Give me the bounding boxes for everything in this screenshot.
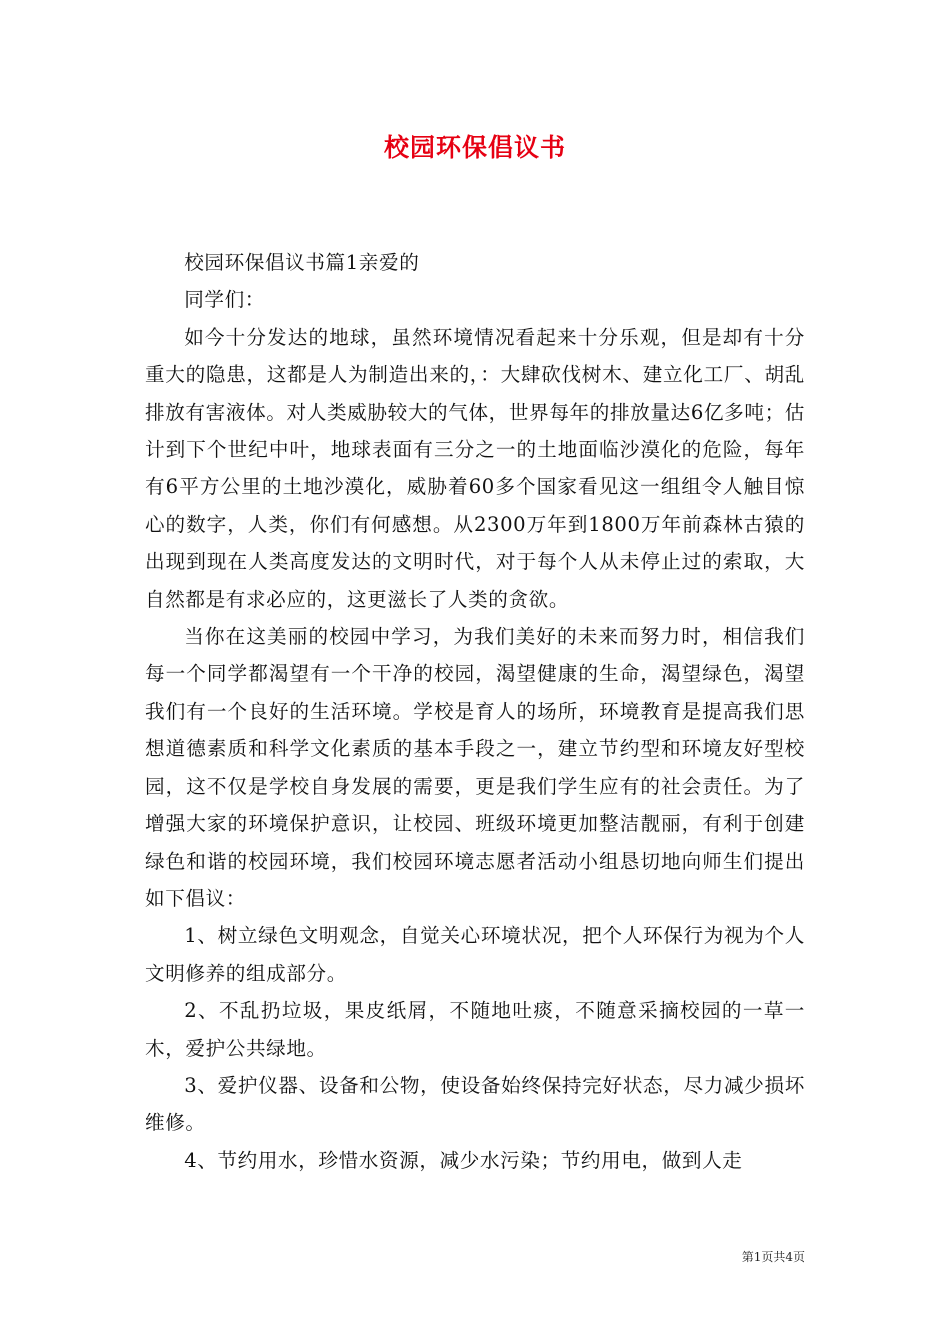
paragraph-intro: 如今十分发达的地球，虽然环境情况看起来十分乐观，但是却有十分重大的隐患，这都是人为制造出来的，：大肆砍伐树木、建立化工厂、胡乱排放有害液体。对人类威胁较大的气体，世界每年的排放量达6亿多吨；估计到下个世纪中叶，地球表面有三分之一的土地面临沙漠化的危险，每年有6平方公里的土地沙漠化，威胁着60多个国家看见这一组组令人触目惊心的数字，人类，你们有何感想。从2300万年到1800万年前森林古猿的出现到现在人类高度发达的文明时代，对于每个人从未停止过的索取，大自然都是有求必应的，这更滋长了人类的贪欲。: [145, 325, 805, 611]
paragraph-item-2: 2、不乱扔垃圾，果皮纸屑，不随地吐痰，不随意采摘校园的一草一木，爱护公共绿地。: [145, 999, 805, 1060]
paragraph-item-1: 1、树立绿色文明观念，自觉关心环境状况，把个人环保行为视为个人文明修养的组成部分。: [145, 924, 805, 985]
page-number: 第1页共4页: [741, 1250, 805, 1264]
paragraph-item-3: 3、爱护仪器、设备和公物，使设备始终保持完好状态，尽力减少损坏维修。: [145, 1073, 805, 1135]
paragraph-campus: 当你在这美丽的校园中学习，为我们美好的未来而努力时，相信我们每一个同学都渴望有一个干净的校园，渴望健康的生命，渴望绿色，渴望我们有一个良好的生活环境。学校是育人的场所，环境教育是提高我们思想道德素质和科学文化素质的基本手段之一，建立节约型和环境友好型校园，这不仅是学校自身发展的需要，更是我们学生应有的社会责任。为了增强大家的环境保护意识，让校园、班级环境更加整洁靓丽，有利于创建绿色和谐的校园环境，我们校园环境志愿者活动小组恳切地向师生们提出如下倡议：: [145, 625, 805, 910]
document-title: 校园环保倡议书: [383, 133, 566, 162]
paragraph-heading: 校园环保倡议书篇1亲爱的: [184, 251, 420, 274]
paragraph-greeting: 同学们：: [184, 288, 265, 312]
paragraph-item-4: 4、节约用水，珍惜水资源，减少水污染；节约用电，做到人走: [184, 1148, 743, 1172]
document-body: [145, 244, 805, 1179]
